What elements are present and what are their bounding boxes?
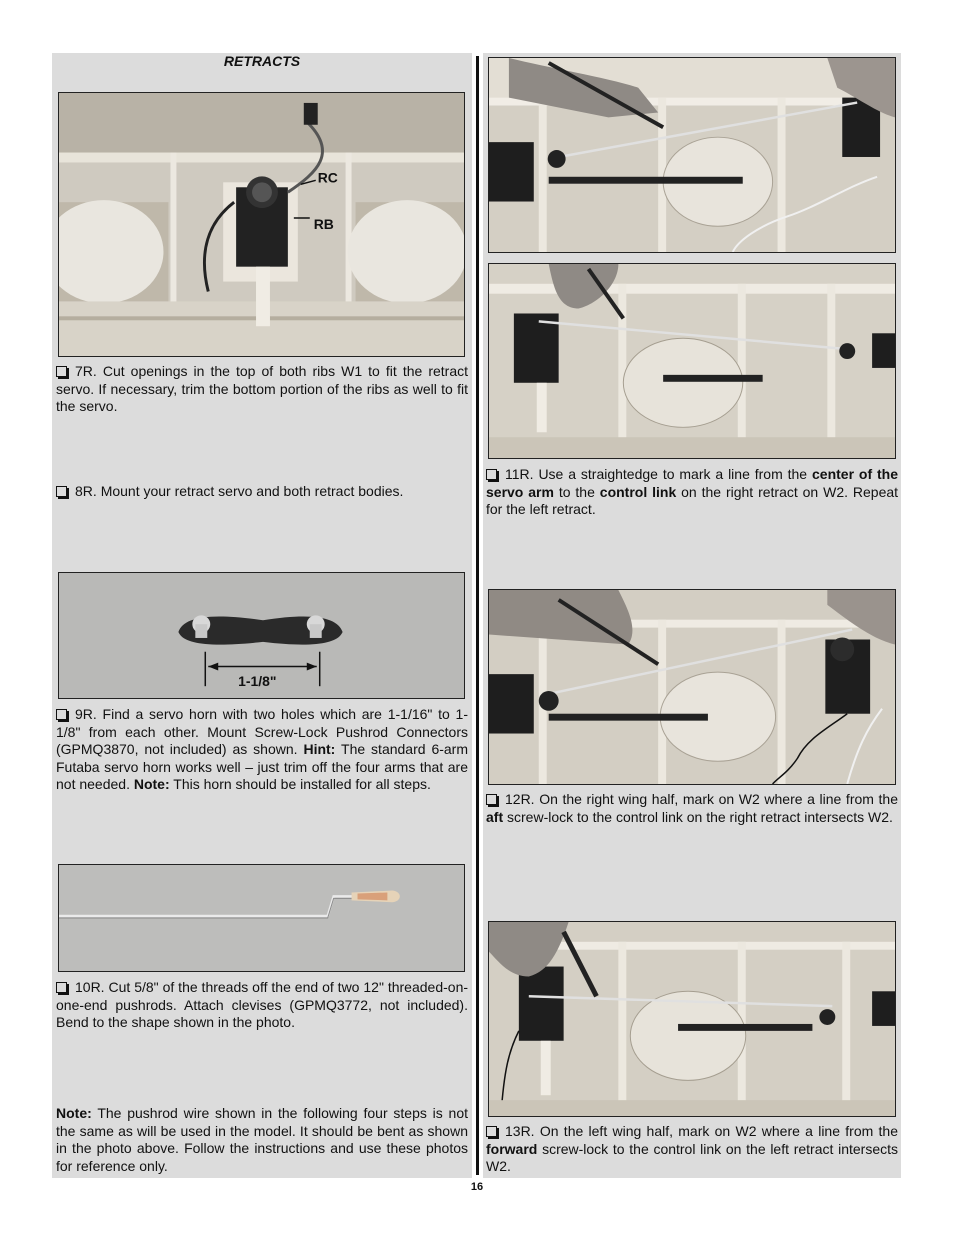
checkbox-icon[interactable] (486, 1126, 497, 1137)
checkbox-icon[interactable] (56, 366, 67, 377)
label-rb: RB (313, 215, 334, 232)
pushrod-note: Note: The pushrod wire shown in the following four steps is not the same as will be used in the model. It should be bent as shown in the photo above. Follow the instructions and use these photos for reference only. (56, 1105, 468, 1174)
step-12r: 12R. On the right wing half, mark on W2 where a line from the aft screw-lock to the control link on the right retract intersects W2. (486, 791, 898, 825)
step-9r: 9R. Find a servo horn with two holes which are 1-1/16" to 1-1/8" from each other. Mount Screw-Lock Pushrod Connectors (GPMQ3870, not included) as shown. Hint: The standard 6-arm Futaba servo horn works well – just trim off the four arms that are not needed. Note: This horn should be installed for all steps. (56, 706, 469, 792)
checkbox-icon[interactable] (56, 982, 67, 993)
step-11r: 11R. Use a straightedge to mark a line from the center of the servo arm to the control link on the right retract on W2. Repeat for the left retract. (486, 466, 899, 517)
step-13r: 13R. On the left wing half, mark on W2 where a line from the forward screw-lock to the control link on the left retract intersects W2. (486, 1123, 899, 1174)
step-10r: 10R. Cut 5/8" of the threads off the end of two 12" threaded-on-one-end pushrods. Attach clevises (GPMQ3772, not included). Bend to the shape shown in the photo. (56, 979, 469, 1030)
checkbox-icon[interactable] (486, 794, 497, 805)
page-number: 16 (470, 1181, 484, 1193)
photo-mark-line-top (488, 57, 896, 253)
photo-servo-horn (58, 572, 465, 699)
section-title: RETRACTS (223, 53, 301, 69)
photo-retract-servo-in-ribs (58, 92, 465, 357)
photo-forward-screw-lock (488, 921, 896, 1117)
label-rc: RC (317, 169, 338, 186)
column-divider (476, 56, 479, 1175)
checkbox-icon[interactable] (56, 486, 67, 497)
label-horn-dimension: 1-1/8" (238, 673, 277, 690)
step-7r: 7R. Cut openings in the top of both ribs W1 to fit the retract servo. If necessary, trim the bottom portion of the ribs as well to fit the servo. (56, 363, 468, 414)
left-column (52, 53, 472, 1178)
right-column (483, 53, 901, 1178)
checkbox-icon[interactable] (486, 469, 497, 480)
step-8r: 8R. Mount your retract servo and both retract bodies. (56, 483, 468, 501)
checkbox-icon[interactable] (56, 709, 67, 720)
photo-aft-screw-lock (488, 589, 896, 785)
photo-mark-line-bottom (488, 263, 896, 459)
photo-pushrod (58, 864, 465, 972)
